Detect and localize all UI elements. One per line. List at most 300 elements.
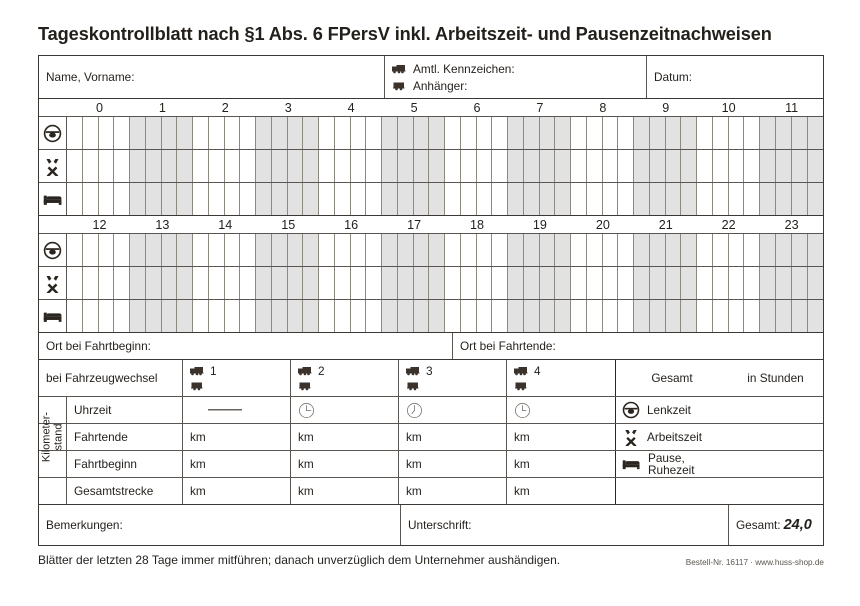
hour-block[interactable]: [67, 234, 130, 266]
quarter-cell[interactable]: [177, 183, 193, 215]
quarter-cell[interactable]: [524, 300, 540, 332]
quarter-cell[interactable]: [461, 183, 477, 215]
quarter-cell[interactable]: [555, 300, 571, 332]
hour-block[interactable]: [634, 183, 697, 215]
quarter-cell[interactable]: [288, 183, 304, 215]
quarter-cell[interactable]: [162, 117, 178, 149]
quarter-cell[interactable]: [288, 267, 304, 299]
quarter-cell[interactable]: [288, 300, 304, 332]
quarter-cell[interactable]: [540, 234, 556, 266]
quarter-cell[interactable]: [729, 300, 745, 332]
bemerkungen-field[interactable]: [39, 505, 401, 545]
quarter-cell[interactable]: [177, 267, 193, 299]
quarter-cell[interactable]: [618, 183, 634, 215]
quarter-cell[interactable]: [146, 117, 162, 149]
vehicle-column-4[interactable]: [507, 360, 615, 396]
quarter-cell[interactable]: [603, 117, 619, 149]
quarter-cell[interactable]: [382, 150, 398, 182]
hour-block[interactable]: [67, 150, 130, 182]
quarter-cell[interactable]: [618, 117, 634, 149]
quarter-cell[interactable]: [99, 183, 115, 215]
hour-block[interactable]: [319, 300, 382, 332]
quarter-cell[interactable]: [760, 183, 776, 215]
quarter-cell[interactable]: [729, 267, 745, 299]
hour-block[interactable]: [445, 234, 508, 266]
driving-row-top[interactable]: [39, 117, 823, 150]
quarter-cell[interactable]: [808, 267, 823, 299]
hour-block[interactable]: [508, 267, 571, 299]
quarter-cell[interactable]: [256, 267, 272, 299]
quarter-cell[interactable]: [193, 300, 209, 332]
summary-arbeitszeit-value[interactable]: [727, 424, 823, 450]
quarter-cell[interactable]: [83, 150, 99, 182]
hour-block[interactable]: [193, 267, 256, 299]
hour-block[interactable]: [634, 300, 697, 332]
quarter-cell[interactable]: [744, 183, 760, 215]
quarter-cell[interactable]: [319, 150, 335, 182]
quarter-cell[interactable]: [713, 300, 729, 332]
hour-block[interactable]: [382, 150, 445, 182]
quarter-cell[interactable]: [697, 150, 713, 182]
hour-block[interactable]: [67, 117, 130, 149]
quarter-cell[interactable]: [351, 300, 367, 332]
quarter-cell[interactable]: [445, 117, 461, 149]
quarter-cell[interactable]: [146, 150, 162, 182]
quarter-cell[interactable]: [130, 117, 146, 149]
quarter-cell[interactable]: [650, 150, 666, 182]
hour-block[interactable]: [67, 267, 130, 299]
quarter-cell[interactable]: [666, 267, 682, 299]
quarter-cell[interactable]: [744, 300, 760, 332]
fahrtbeginn-value-4[interactable]: [507, 451, 615, 477]
quarter-cell[interactable]: [808, 183, 823, 215]
quarter-cell[interactable]: [634, 300, 650, 332]
quarter-cell[interactable]: [760, 234, 776, 266]
hour-block[interactable]: [319, 183, 382, 215]
quarter-cell[interactable]: [571, 234, 587, 266]
quarter-cell[interactable]: [114, 234, 130, 266]
hour-block[interactable]: [571, 234, 634, 266]
hour-block[interactable]: [382, 117, 445, 149]
quarter-cell[interactable]: [524, 150, 540, 182]
quarter-cell[interactable]: [760, 267, 776, 299]
quarter-cell[interactable]: [83, 234, 99, 266]
quarter-cell[interactable]: [634, 183, 650, 215]
quarter-cell[interactable]: [303, 183, 319, 215]
quarter-cell[interactable]: [603, 150, 619, 182]
hour-block[interactable]: [445, 300, 508, 332]
quarter-cell[interactable]: [429, 234, 445, 266]
hour-block[interactable]: [67, 300, 130, 332]
quarter-cell[interactable]: [492, 150, 508, 182]
quarter-cell[interactable]: [272, 234, 288, 266]
quarter-cell[interactable]: [114, 300, 130, 332]
hour-block[interactable]: [697, 300, 760, 332]
quarter-cell[interactable]: [618, 234, 634, 266]
hour-block[interactable]: [634, 234, 697, 266]
hour-block[interactable]: [634, 117, 697, 149]
quarter-cell[interactable]: [83, 117, 99, 149]
quarter-cell[interactable]: [603, 183, 619, 215]
quarter-cell[interactable]: [477, 117, 493, 149]
quarter-cell[interactable]: [366, 183, 382, 215]
quarter-cell[interactable]: [162, 183, 178, 215]
hour-block[interactable]: [634, 267, 697, 299]
hour-block[interactable]: [382, 267, 445, 299]
quarter-cell[interactable]: [508, 150, 524, 182]
quarter-cell[interactable]: [193, 117, 209, 149]
quarter-cell[interactable]: [429, 150, 445, 182]
quarter-cell[interactable]: [461, 117, 477, 149]
quarter-cell[interactable]: [571, 150, 587, 182]
quarter-cell[interactable]: [681, 183, 697, 215]
hour-block[interactable]: [256, 300, 319, 332]
hour-block[interactable]: [508, 300, 571, 332]
driving-row-bottom[interactable]: [39, 234, 823, 267]
hour-block[interactable]: [256, 150, 319, 182]
quarter-cell[interactable]: [319, 234, 335, 266]
hour-block[interactable]: [319, 267, 382, 299]
quarter-cell[interactable]: [555, 234, 571, 266]
quarter-cell[interactable]: [540, 150, 556, 182]
quarter-cell[interactable]: [540, 300, 556, 332]
hour-block[interactable]: [256, 183, 319, 215]
hour-block[interactable]: [382, 234, 445, 266]
hour-block[interactable]: [193, 150, 256, 182]
hour-block[interactable]: [508, 234, 571, 266]
quarter-cell[interactable]: [697, 183, 713, 215]
quarter-cell[interactable]: [666, 150, 682, 182]
quarter-cell[interactable]: [225, 183, 241, 215]
fahrtende-value-4[interactable]: [507, 424, 615, 450]
summary-empty-value[interactable]: [727, 478, 823, 504]
quarter-cell[interactable]: [713, 150, 729, 182]
quarter-cell[interactable]: [114, 267, 130, 299]
quarter-cell[interactable]: [760, 150, 776, 182]
quarter-cell[interactable]: [303, 267, 319, 299]
hour-block[interactable]: [445, 267, 508, 299]
quarter-cell[interactable]: [225, 300, 241, 332]
quarter-cell[interactable]: [744, 117, 760, 149]
quarter-cell[interactable]: [303, 234, 319, 266]
hour-block[interactable]: [445, 150, 508, 182]
quarter-cell[interactable]: [177, 117, 193, 149]
quarter-cell[interactable]: [477, 183, 493, 215]
quarter-cell[interactable]: [524, 234, 540, 266]
quarter-cell[interactable]: [445, 150, 461, 182]
quarter-cell[interactable]: [272, 183, 288, 215]
quarter-cell[interactable]: [555, 150, 571, 182]
fahrtbeginn-value-3[interactable]: [399, 451, 507, 477]
fahrtende-value-2[interactable]: [291, 424, 399, 450]
quarter-cell[interactable]: [177, 300, 193, 332]
quarter-cell[interactable]: [288, 117, 304, 149]
fahrtende-value-3[interactable]: [399, 424, 507, 450]
hour-block[interactable]: [130, 183, 193, 215]
quarter-cell[interactable]: [697, 234, 713, 266]
quarter-cell[interactable]: [366, 300, 382, 332]
hour-block[interactable]: [193, 117, 256, 149]
quarter-cell[interactable]: [366, 234, 382, 266]
vehicle-column-1[interactable]: [183, 360, 291, 396]
quarter-cell[interactable]: [713, 117, 729, 149]
gesamtstrecke-value-3[interactable]: [399, 478, 507, 504]
quarter-cell[interactable]: [792, 183, 808, 215]
quarter-cell[interactable]: [319, 117, 335, 149]
quarter-cell[interactable]: [650, 267, 666, 299]
quarter-cell[interactable]: [303, 300, 319, 332]
hour-block[interactable]: [445, 183, 508, 215]
quarter-cell[interactable]: [162, 300, 178, 332]
hour-block[interactable]: [697, 267, 760, 299]
gesamtstrecke-value-1[interactable]: [183, 478, 291, 504]
quarter-cell[interactable]: [808, 150, 823, 182]
hour-block[interactable]: [256, 234, 319, 266]
quarter-cell[interactable]: [382, 183, 398, 215]
quarter-cell[interactable]: [398, 267, 414, 299]
quarter-cell[interactable]: [666, 300, 682, 332]
quarter-cell[interactable]: [146, 300, 162, 332]
quarter-cell[interactable]: [99, 300, 115, 332]
hour-block[interactable]: [508, 183, 571, 215]
ort-fahrtende-field[interactable]: [453, 333, 823, 359]
quarter-cell[interactable]: [776, 234, 792, 266]
quarter-cell[interactable]: [477, 234, 493, 266]
uhrzeit-value-2[interactable]: [291, 397, 399, 423]
quarter-cell[interactable]: [808, 117, 823, 149]
quarter-cell[interactable]: [681, 267, 697, 299]
quarter-cell[interactable]: [240, 234, 256, 266]
quarter-cell[interactable]: [540, 183, 556, 215]
hour-block[interactable]: [256, 267, 319, 299]
quarter-cell[interactable]: [492, 183, 508, 215]
quarter-cell[interactable]: [713, 267, 729, 299]
hour-block[interactable]: [760, 150, 823, 182]
quarter-cell[interactable]: [429, 267, 445, 299]
quarter-cell[interactable]: [193, 183, 209, 215]
hour-block[interactable]: [571, 300, 634, 332]
quarter-cell[interactable]: [492, 267, 508, 299]
quarter-cell[interactable]: [571, 117, 587, 149]
quarter-cell[interactable]: [193, 150, 209, 182]
quarter-cell[interactable]: [524, 117, 540, 149]
quarter-cell[interactable]: [335, 183, 351, 215]
quarter-cell[interactable]: [351, 183, 367, 215]
quarter-cell[interactable]: [508, 117, 524, 149]
quarter-cell[interactable]: [760, 300, 776, 332]
unterschrift-field[interactable]: [401, 505, 729, 545]
quarter-cell[interactable]: [209, 267, 225, 299]
quarter-cell[interactable]: [319, 183, 335, 215]
quarter-cell[interactable]: [492, 117, 508, 149]
quarter-cell[interactable]: [808, 300, 823, 332]
hour-block[interactable]: [760, 267, 823, 299]
quarter-cell[interactable]: [776, 150, 792, 182]
quarter-cell[interactable]: [776, 300, 792, 332]
hour-block[interactable]: [760, 300, 823, 332]
quarter-cell[interactable]: [162, 150, 178, 182]
quarter-cell[interactable]: [650, 117, 666, 149]
quarter-cell[interactable]: [225, 267, 241, 299]
quarter-cell[interactable]: [477, 150, 493, 182]
quarter-cell[interactable]: [508, 183, 524, 215]
quarter-cell[interactable]: [445, 300, 461, 332]
quarter-cell[interactable]: [524, 183, 540, 215]
quarter-cell[interactable]: [256, 300, 272, 332]
quarter-cell[interactable]: [697, 117, 713, 149]
quarter-cell[interactable]: [492, 300, 508, 332]
summary-pause-value[interactable]: [727, 451, 823, 477]
hour-block[interactable]: [319, 150, 382, 182]
quarter-cell[interactable]: [792, 234, 808, 266]
quarter-cell[interactable]: [603, 234, 619, 266]
hour-block[interactable]: [67, 183, 130, 215]
quarter-cell[interactable]: [240, 150, 256, 182]
work-cells-top[interactable]: [67, 150, 823, 182]
quarter-cell[interactable]: [256, 234, 272, 266]
quarter-cell[interactable]: [130, 183, 146, 215]
quarter-cell[interactable]: [99, 234, 115, 266]
quarter-cell[interactable]: [492, 234, 508, 266]
quarter-cell[interactable]: [272, 300, 288, 332]
quarter-cell[interactable]: [398, 183, 414, 215]
quarter-cell[interactable]: [114, 183, 130, 215]
quarter-cell[interactable]: [382, 267, 398, 299]
quarter-cell[interactable]: [729, 150, 745, 182]
quarter-cell[interactable]: [256, 183, 272, 215]
quarter-cell[interactable]: [366, 150, 382, 182]
quarter-cell[interactable]: [209, 150, 225, 182]
quarter-cell[interactable]: [146, 183, 162, 215]
quarter-cell[interactable]: [634, 117, 650, 149]
quarter-cell[interactable]: [681, 234, 697, 266]
quarter-cell[interactable]: [744, 234, 760, 266]
quarter-cell[interactable]: [461, 234, 477, 266]
quarter-cell[interactable]: [272, 267, 288, 299]
quarter-cell[interactable]: [398, 234, 414, 266]
hour-block[interactable]: [193, 234, 256, 266]
quarter-cell[interactable]: [697, 267, 713, 299]
hour-block[interactable]: [697, 183, 760, 215]
quarter-cell[interactable]: [587, 117, 603, 149]
quarter-cell[interactable]: [414, 150, 430, 182]
quarter-cell[interactable]: [808, 234, 823, 266]
quarter-cell[interactable]: [335, 150, 351, 182]
quarter-cell[interactable]: [508, 267, 524, 299]
quarter-cell[interactable]: [414, 267, 430, 299]
hour-block[interactable]: [319, 234, 382, 266]
hour-block[interactable]: [130, 150, 193, 182]
quarter-cell[interactable]: [603, 300, 619, 332]
quarter-cell[interactable]: [256, 150, 272, 182]
hour-block[interactable]: [571, 183, 634, 215]
quarter-cell[interactable]: [209, 183, 225, 215]
quarter-cell[interactable]: [130, 267, 146, 299]
quarter-cell[interactable]: [477, 300, 493, 332]
quarter-cell[interactable]: [587, 300, 603, 332]
fahrtbeginn-value-1[interactable]: [183, 451, 291, 477]
hour-block[interactable]: [571, 117, 634, 149]
gesamtstrecke-value-4[interactable]: [507, 478, 615, 504]
quarter-cell[interactable]: [272, 150, 288, 182]
quarter-cell[interactable]: [303, 150, 319, 182]
quarter-cell[interactable]: [335, 234, 351, 266]
hour-block[interactable]: [256, 117, 319, 149]
work-row-top[interactable]: [39, 150, 823, 183]
hour-block[interactable]: [130, 234, 193, 266]
hour-block[interactable]: [760, 234, 823, 266]
quarter-cell[interactable]: [162, 234, 178, 266]
quarter-cell[interactable]: [114, 117, 130, 149]
quarter-cell[interactable]: [792, 267, 808, 299]
quarter-cell[interactable]: [540, 117, 556, 149]
hour-block[interactable]: [697, 150, 760, 182]
quarter-cell[interactable]: [445, 234, 461, 266]
hour-block[interactable]: [508, 117, 571, 149]
hour-block[interactable]: [382, 300, 445, 332]
quarter-cell[interactable]: [67, 150, 83, 182]
quarter-cell[interactable]: [729, 234, 745, 266]
hour-block[interactable]: [697, 117, 760, 149]
fahrtende-value-1[interactable]: [183, 424, 291, 450]
quarter-cell[interactable]: [288, 150, 304, 182]
quarter-cell[interactable]: [146, 234, 162, 266]
quarter-cell[interactable]: [130, 150, 146, 182]
hour-block[interactable]: [634, 150, 697, 182]
quarter-cell[interactable]: [209, 234, 225, 266]
quarter-cell[interactable]: [83, 267, 99, 299]
quarter-cell[interactable]: [429, 117, 445, 149]
quarter-cell[interactable]: [571, 183, 587, 215]
quarter-cell[interactable]: [382, 300, 398, 332]
quarter-cell[interactable]: [603, 267, 619, 299]
quarter-cell[interactable]: [99, 267, 115, 299]
quarter-cell[interactable]: [351, 267, 367, 299]
quarter-cell[interactable]: [351, 234, 367, 266]
date-field[interactable]: [647, 56, 823, 98]
quarter-cell[interactable]: [587, 183, 603, 215]
quarter-cell[interactable]: [67, 267, 83, 299]
quarter-cell[interactable]: [634, 234, 650, 266]
rest-row-top[interactable]: [39, 183, 823, 215]
work-cells-bottom[interactable]: [67, 267, 823, 299]
ort-fahrtbeginn-field[interactable]: [39, 333, 453, 359]
quarter-cell[interactable]: [398, 150, 414, 182]
quarter-cell[interactable]: [240, 300, 256, 332]
quarter-cell[interactable]: [67, 300, 83, 332]
uhrzeit-value-4[interactable]: [507, 397, 615, 423]
quarter-cell[interactable]: [634, 267, 650, 299]
hour-block[interactable]: [760, 183, 823, 215]
driving-cells-top[interactable]: [67, 117, 823, 149]
quarter-cell[interactable]: [729, 117, 745, 149]
quarter-cell[interactable]: [618, 300, 634, 332]
quarter-cell[interactable]: [445, 267, 461, 299]
quarter-cell[interactable]: [335, 300, 351, 332]
quarter-cell[interactable]: [114, 150, 130, 182]
quarter-cell[interactable]: [67, 234, 83, 266]
quarter-cell[interactable]: [713, 234, 729, 266]
quarter-cell[interactable]: [130, 300, 146, 332]
quarter-cell[interactable]: [587, 267, 603, 299]
quarter-cell[interactable]: [650, 300, 666, 332]
quarter-cell[interactable]: [540, 267, 556, 299]
quarter-cell[interactable]: [524, 267, 540, 299]
quarter-cell[interactable]: [83, 300, 99, 332]
quarter-cell[interactable]: [272, 117, 288, 149]
quarter-cell[interactable]: [67, 183, 83, 215]
plate-field[interactable]: [385, 56, 647, 98]
